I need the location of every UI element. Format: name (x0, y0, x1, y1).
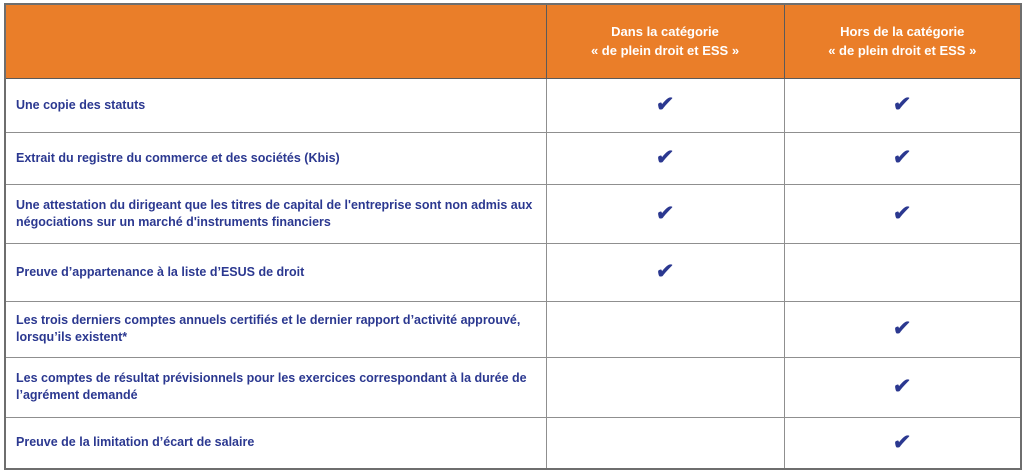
esus-documents-table-container (4, 3, 1020, 468)
table-row-comptes-resultat-previsionnels (5, 357, 1021, 417)
table-row-comptes-annuels-certifies (5, 301, 1021, 357)
row-label: Une copie des statuts (5, 78, 546, 132)
cell-hors (784, 184, 1021, 243)
cell-hors (784, 132, 1021, 184)
row-label: Les comptes de résultat prévisionnels pour les exercices correspondant à la durée de l’agrément demandé (5, 357, 546, 417)
header-hors-line2: « de plein droit et ESS » (828, 43, 977, 59)
header-cell-empty (5, 4, 546, 78)
check-icon: ✔ (654, 93, 676, 116)
cell-hors (784, 243, 1021, 301)
esus-documents-table (4, 3, 1022, 470)
check-icon: ✔ (654, 146, 676, 169)
header-dans-line2: « de plein droit et ESS » (590, 43, 740, 59)
row-label: Preuve de la limitation d’écart de salaire (5, 417, 546, 469)
check-icon: ✔ (654, 201, 676, 225)
header-dans-line1: Dans la catégorie (611, 24, 719, 40)
header-row (5, 4, 1021, 78)
header-cell-hors-de-la-categorie (784, 4, 1021, 78)
check-icon: ✔ (892, 317, 913, 340)
row-label: Une attestation du dirigeant que les titres de capital de l'entreprise sont non admis aux négociations sur un marché d'instruments financiers (5, 184, 546, 243)
row-label: Extrait du registre du commerce et des sociétés (Kbis) (5, 132, 546, 184)
table-row-attestation-dirigeant (5, 184, 1021, 243)
check-icon: ✔ (892, 201, 913, 225)
header-cell-dans-la-categorie (546, 4, 784, 78)
check-icon: ✔ (892, 146, 913, 169)
cell-hors (784, 417, 1021, 469)
cell-dans (546, 417, 784, 469)
row-label: Preuve d’appartenance à la liste d’ESUS de droit (5, 243, 546, 301)
cell-hors (784, 357, 1021, 417)
cell-hors (784, 78, 1021, 132)
row-label: Les trois derniers comptes annuels certifiés et le dernier rapport d’activité approuvé, lorsqu’ils existent* (5, 301, 546, 357)
table-row-limitation-ecart-salaire (5, 417, 1021, 469)
table-row-preuve-appartenance-esus (5, 243, 1021, 301)
check-icon: ✔ (892, 375, 913, 398)
cell-dans (546, 301, 784, 357)
header-hors-line1: Hors de la catégorie (840, 24, 965, 40)
cell-dans (546, 243, 784, 301)
cell-dans (546, 184, 784, 243)
cell-hors (784, 301, 1021, 357)
table-row-copie-statuts (5, 78, 1021, 132)
check-icon: ✔ (654, 260, 676, 283)
cell-dans (546, 357, 784, 417)
table-row-extrait-kbis (5, 132, 1021, 184)
check-icon: ✔ (892, 93, 913, 116)
check-icon: ✔ (892, 430, 913, 454)
cell-dans (546, 132, 784, 184)
cell-dans (546, 78, 784, 132)
